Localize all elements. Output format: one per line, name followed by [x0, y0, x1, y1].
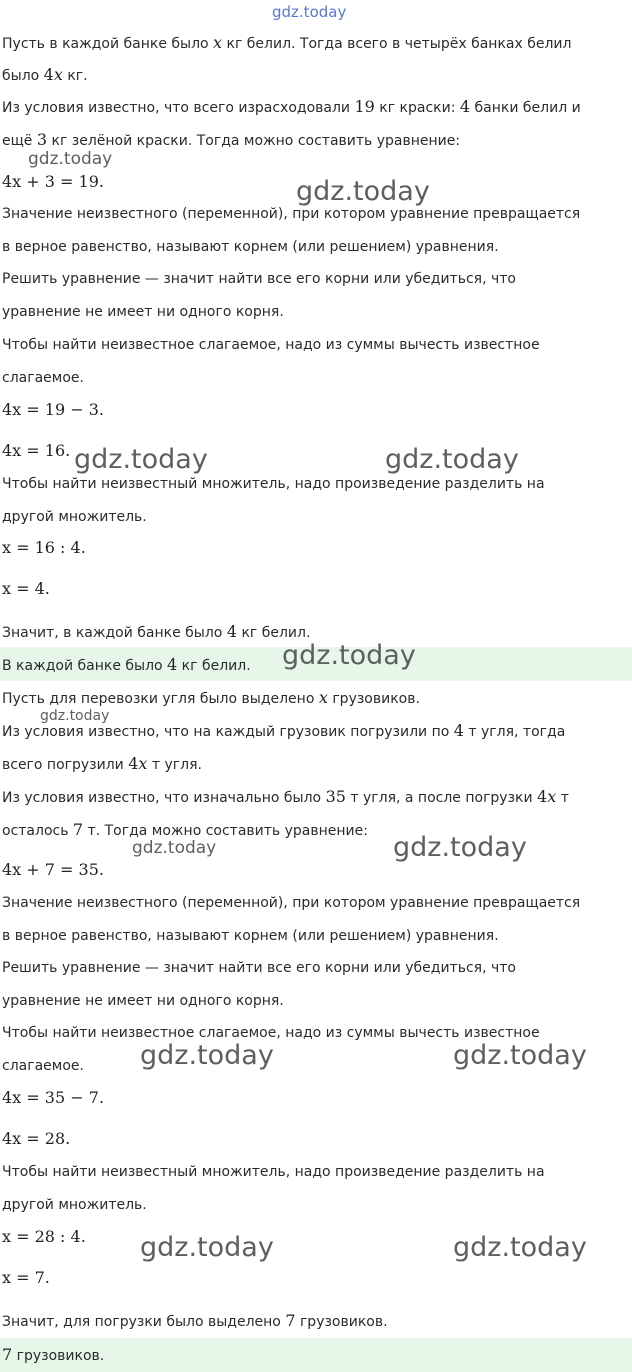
watermark: gdz.today	[393, 832, 527, 863]
p1-answer: В каждой банке было 4 кг белил.	[2, 655, 251, 674]
p2-rule-1: Чтобы найти неизвестное слагаемое, надо из суммы вычесть известное	[2, 1025, 540, 1041]
watermark: gdz.today	[140, 1040, 274, 1071]
p2-equation-5: x = 7.	[2, 1268, 50, 1287]
p1-equation-1: 4x + 3 = 19.	[2, 172, 104, 191]
p2-equation-4: x = 28 : 4.	[2, 1227, 86, 1246]
p1-definition-3: Решить уравнение — значит найти все его корни или убедиться, что	[2, 271, 516, 287]
p1-rule-2: слагаемое.	[2, 370, 84, 386]
p1-conclusion: Значит, в каждой банке было 4 кг белил.	[2, 622, 311, 641]
p2-equation-1: 4x + 7 = 35.	[2, 860, 104, 879]
watermark: gdz.today	[28, 149, 113, 169]
p1-rule-4: другой множитель.	[2, 509, 147, 525]
watermark: gdz.today	[296, 176, 430, 207]
p2-definition-4: уравнение не имеет ни одного корня.	[2, 993, 284, 1009]
p2-line-5: осталось 7 т. Тогда можно составить уравнение:	[2, 820, 368, 839]
watermark: gdz.today	[453, 1040, 587, 1071]
watermark: gdz.today	[282, 640, 416, 671]
p2-line-4: Из условия известно, что изначально было 35 т угля, а после погрузки 4x т	[2, 787, 569, 806]
watermark: gdz.today	[453, 1232, 587, 1263]
watermark-top: gdz.today	[272, 3, 347, 21]
p1-rule-3: Чтобы найти неизвестный множитель, надо произведение разделить на	[2, 476, 545, 492]
p2-rule-4: другой множитель.	[2, 1197, 147, 1213]
p2-line-1: Пусть для перевозки угля было выделено x грузовиков.	[2, 688, 420, 707]
p2-definition-1: Значение неизвестного (переменной), при котором уравнение превращается	[2, 895, 581, 911]
p2-definition-2: в верное равенство, называют корнем (или решением) уравнения.	[2, 928, 499, 944]
p1-line-1: Пусть в каждой банке было x кг белил. Тогда всего в четырёх банках белил	[2, 33, 572, 52]
p2-line-2: Из условия известно, что на каждый грузовик погрузили по 4 т угля, тогда	[2, 721, 566, 740]
p1-definition-1: Значение неизвестного (переменной), при котором уравнение превращается	[2, 206, 581, 222]
p1-line-4: ещё 3 кг зелёной краски. Тогда можно составить уравнение:	[2, 130, 461, 149]
p2-answer: 7 грузовиков.	[2, 1345, 105, 1364]
p1-rule-1: Чтобы найти неизвестное слагаемое, надо из суммы вычесть известное	[2, 337, 540, 353]
p2-rule-2: слагаемое.	[2, 1058, 84, 1074]
watermark: gdz.today	[74, 444, 208, 475]
watermark: gdz.today	[40, 708, 110, 724]
p1-equation-4: x = 16 : 4.	[2, 538, 86, 557]
p1-definition-4: уравнение не имеет ни одного корня.	[2, 304, 284, 320]
p2-rule-3: Чтобы найти неизвестный множитель, надо произведение разделить на	[2, 1164, 545, 1180]
p1-line-2: было 4x кг.	[2, 65, 88, 84]
watermark: gdz.today	[132, 838, 217, 858]
watermark: gdz.today	[140, 1232, 274, 1263]
p1-equation-3: 4x = 16.	[2, 441, 71, 460]
p1-equation-5: x = 4.	[2, 579, 50, 598]
p2-conclusion: Значит, для погрузки было выделено 7 грузовиков.	[2, 1311, 388, 1330]
p2-definition-3: Решить уравнение — значит найти все его корни или убедиться, что	[2, 960, 516, 976]
p1-equation-2: 4x = 19 − 3.	[2, 400, 104, 419]
p2-equation-3: 4x = 28.	[2, 1129, 71, 1148]
p2-line-3: всего погрузили 4x т угля.	[2, 754, 202, 773]
p1-line-3: Из условия известно, что всего израсходовали 19 кг краски: 4 банки белил и	[2, 97, 581, 116]
watermark: gdz.today	[385, 444, 519, 475]
p1-definition-2: в верное равенство, называют корнем (или решением) уравнения.	[2, 239, 499, 255]
p2-equation-2: 4x = 35 − 7.	[2, 1088, 104, 1107]
